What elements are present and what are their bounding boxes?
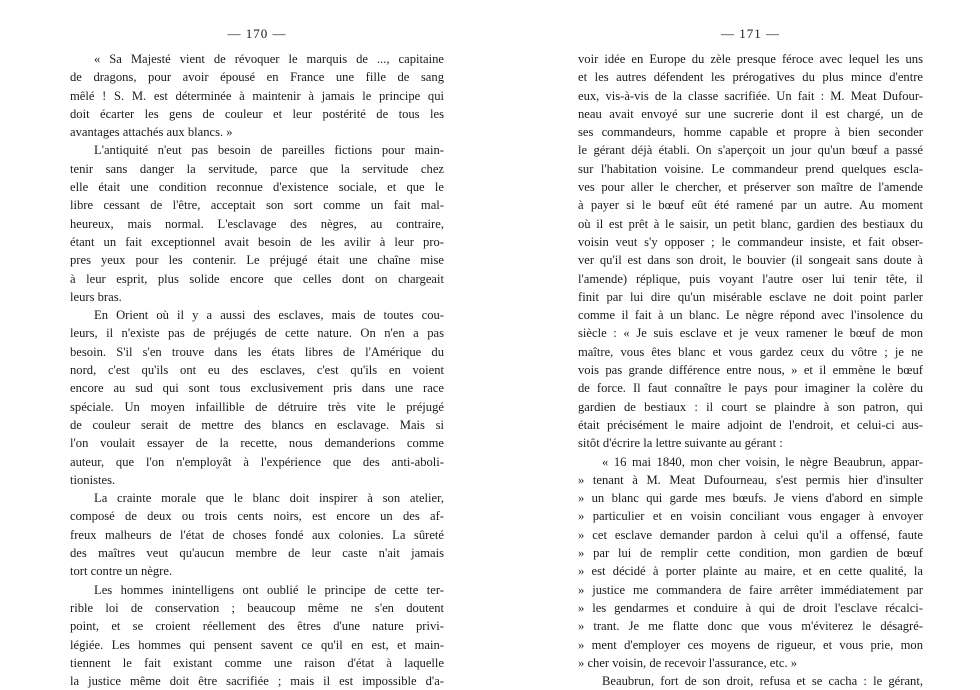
- text-line: leurs, il n'existe pas de préjugés de cette nature. On n'en a pas: [70, 326, 444, 341]
- text-line: » un blanc qui garde mes bœufs. Je viens d'abord en simple: [578, 491, 923, 506]
- text-line: » cet esclave demander pardon à celui qu'il a offensé, faute: [578, 527, 923, 542]
- text-line: Beaubrun, fort de son droit, refusa et se cacha : le gérant,: [602, 674, 923, 689]
- text-line: où il est prêt à le saisir, un petit blanc, gardien des bestiaux du: [578, 216, 923, 231]
- text-line: neau avait envoyé sur une sucrerie dont il est chargé, un de: [578, 106, 923, 121]
- text-line: elle était une condition reconnue d'existence sociale, et que le: [70, 180, 444, 195]
- text-line: voir idée en Europe du zèle presque féroce avec lequel les uns: [578, 52, 923, 66]
- text-line: ver qu'il est dans son droit, le bouvier (il songeait sans doute à: [578, 253, 923, 268]
- text-line: à payer si le bœuf eût été ramené par un autre. Au moment: [578, 198, 923, 213]
- text-line: » tenant à M. Meat Dufourneau, s'est permis hier d'insulter: [578, 472, 923, 487]
- text-line: tionistes.: [70, 472, 116, 487]
- text-line: avantages attachés aux blancs. »: [70, 125, 233, 140]
- text-line: comme il fait à un blanc. Le nègre répond avec l'insolence du: [578, 308, 923, 323]
- left-page: [70, 0, 444, 689]
- text-line: siècle : « Je suis esclave et je veux ramener le bœuf de mon: [578, 326, 923, 341]
- text-line: l'on voulait essayer de la recette, nous demanderions comme: [70, 436, 444, 451]
- text-line: » particulier et en voisin conciliant vous engager à envoyer: [578, 509, 923, 524]
- text-line: légiée. Les hommes qui pensent savent ce qu'il en est, et main-: [70, 637, 444, 652]
- text-line: finit par lui dire qu'un misérable esclave ne doit point parler: [578, 289, 923, 304]
- text-line: ses commandeurs, homme capable et propre à bien seconder: [578, 125, 923, 140]
- text-line: doit écarter les gens de couleur et leur postérité de tous les: [70, 106, 444, 121]
- text-line: le gérant déjà établi. On s'aperçoit un jour qu'un bœuf a passé: [578, 143, 923, 158]
- text-line: besoin. S'il s'en trouve dans les états libres de l'Amérique du: [70, 344, 444, 359]
- page-number-left: — 170 —: [227, 26, 287, 41]
- text-line: sur l'habitation voisine. Le commandeur prend quelques escla-: [578, 161, 923, 176]
- text-line: sitôt d'écrire la lettre suivante au gérant :: [578, 436, 783, 451]
- text-line: voisin veut s'y opposer ; le commandeur insiste, et fait obser-: [578, 234, 923, 249]
- text-line: étant un fait exceptionnel avait besoin de les avilir à leur pro-: [70, 234, 444, 249]
- text-line: spéciale. Un moyen infaillible de détruire très vite le préjugé: [70, 399, 444, 414]
- text-line: encore au sud qui sont tous exclusivement pris dans une race: [70, 381, 444, 396]
- text-line: eux, vis-à-vis de la classe sacrifiée. Un fait : M. Meat Dufour-: [578, 88, 923, 103]
- text-line: heureux, mais normal. L'esclavage des nègres, au contraire,: [70, 216, 444, 231]
- text-line: leurs bras.: [70, 289, 122, 304]
- text-line: La crainte morale que le blanc doit inspirer à son atelier,: [94, 491, 444, 506]
- text-line: tiennent le fait existant comme une raison d'état à laquelle: [70, 655, 444, 670]
- left-page-text: [70, 50, 444, 690]
- page-number-right: — 171 —: [721, 26, 780, 41]
- text-line: et les autres défendent les prérogatives du plus mince d'entre: [578, 70, 923, 85]
- text-line: tort contre un nègre.: [70, 564, 173, 579]
- text-line: » est décidé à porter plainte au maire, et en cette qualité, la: [578, 564, 923, 579]
- text-line: » ment d'employer ces moyens de rigueur, et vous prie, mon: [578, 637, 923, 652]
- text-line: point, et se croient réellement des êtres d'une nature privi-: [70, 619, 444, 634]
- text-line: maître, vous êtes blanc et vous gardez ceux du vôtre ; je ne: [578, 344, 923, 359]
- text-line: des maîtres veut qu'aucun membre de leur caste n'ait jamais: [70, 546, 444, 561]
- text-line: » par lui de remplir cette condition, mon gardien de bœuf: [578, 546, 923, 561]
- text-line: la justice même doit être sacrifiée ; mais il est impossible d'a-: [70, 674, 444, 689]
- text-line: tenir sans danger la servitude, parce que la servitude chez: [70, 161, 444, 176]
- right-page-text: [578, 50, 923, 690]
- text-line: était précisément le maire adjoint de l'endroit, et celui-ci aus-: [578, 417, 923, 432]
- text-line: En Orient où il y a aussi des esclaves, mais de toutes cou-: [94, 308, 444, 323]
- text-line: Les hommes inintelligens ont oublié le principe de cette ter-: [94, 582, 444, 597]
- text-line: de couleur serait de mettre des blancs en esclavage. Mais si: [70, 417, 444, 432]
- text-line: « 16 mai 1840, mon cher voisin, le nègre Beaubrun, appar-: [602, 454, 923, 469]
- text-line: L'antiquité n'eut pas besoin de pareilles fictions pour main-: [94, 143, 444, 158]
- text-line: libre cessant de l'être, acceptait son sort comme un fait mal-: [70, 198, 444, 213]
- text-line: vois pas grande différence entre nous, » et il emmène le bœuf: [578, 363, 923, 378]
- text-line: nord, c'est qu'ils ont eu des esclaves, c'est qu'ils en voient: [70, 363, 444, 378]
- text-line: pres yeux pour les contenir. Le préjugé était une chaîne mise: [70, 253, 444, 268]
- text-line: rible loi de conservation ; beaucoup même ne s'en doutent: [70, 600, 444, 615]
- text-line: de force. Il faut connaître le pays pour imaginer la colère du: [578, 381, 923, 396]
- text-line: » justice me commandera de faire arrêter immédiatement par: [578, 582, 923, 597]
- right-page: [578, 0, 923, 689]
- text-line: ves pour aller le chercher, et préserver son maître de l'amende: [578, 180, 923, 195]
- text-line: » trant. Je me flatte donc que vous m'éviterez le désagré-: [578, 619, 923, 634]
- text-line: mêlé ! S. M. est déterminée à maintenir à jamais le principe qui: [70, 88, 444, 103]
- text-line: composé de deux ou trois cents noirs, est encore un des af-: [70, 509, 444, 524]
- text-line: freux malheurs de l'état de choses fondé aux colonies. La sûreté: [70, 527, 444, 542]
- text-line: « Sa Majesté vient de révoquer le marquis de ..., capitaine: [94, 52, 444, 66]
- text-line: de dragons, pour avoir épousé en France une fille de sang: [70, 70, 444, 85]
- text-line: » cher voisin, de recevoir l'assurance, etc. »: [578, 655, 798, 670]
- text-line: à leur esprit, plus solide encore que celles dont on chargeait: [70, 271, 444, 286]
- text-line: auteur, que l'on n'employât à l'expérience que des anti-aboli-: [70, 454, 444, 469]
- text-line: » les gendarmes et conduire à qui de droit l'esclave récalci-: [578, 600, 923, 615]
- text-line: gardien de bestiaux : il court se plaindre à son patron, qui: [578, 399, 923, 414]
- text-line: l'amende) réplique, puis voyant l'autre oser lui tenir tête, il: [578, 271, 923, 286]
